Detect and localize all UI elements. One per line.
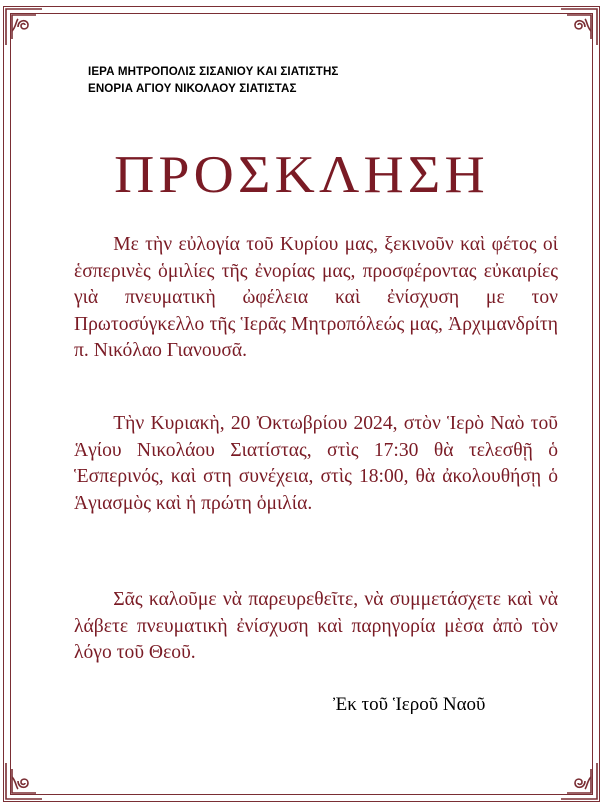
inner-border [10,13,593,795]
metropolis-name: ΙΕΡΑ ΜΗΤΡΟΠΟΛΙΣ ΣΙΣΑΝΙΟΥ ΚΑΙ ΣΙΑΤΙΣΤΗΣ [88,65,339,78]
paragraph-invitation-text: Σᾶς καλοῦμε νὰ παρευρεθεῖτε, νὰ συμμετάσχετε καὶ νὰ λάβετε πνευματικὴ ἐνίσχυση καὶ παρηγορία μὲσα ἀπὸ τὸν λόγο τοῦ Θεοῦ. [74,589,558,663]
signature: Ἐκ τοῦ Ἱεροῦ Ναοῦ [333,694,486,715]
corner-ornament-icon [2,5,48,51]
header [88,63,339,97]
paragraph-invitation [74,587,558,667]
paragraph-intro-text: Με τὴν εὐλογία τοῦ Κυρίου μας, ξεκινοῦν καὶ φέτος οἱ ἑσπερινὲς ὁμιλίες τῆς ἐνορίας μας, προσφέροντας εὐκαιρίες γιὰ πνευματικὴ ὠφέλεια καὶ ἐνίσχυση με τον Πρωτοσύγκελλο τῆς Ἱερᾶς Μητροπόλεώς μας, Ἀρχιμανδρίτη π. Νικόλαο Γιανουσᾶ. [74,234,558,361]
page-title: ΠΡΟΣΚΛΗΣΗ [114,146,489,204]
corner-ornament-icon [555,5,601,51]
paragraph-intro [74,232,558,365]
corner-ornament-icon [2,757,48,803]
paragraph-schedule-text: Τὴν Κυριακὴ, 20 Ὀκτωβρίου 2024, στὸν Ἱερὸ Ναὸ τοῦ Ἁγίου Νικολάου Σιατίστας, στὶς 17:30 θὰ τελεσθῇ ὁ Ἑσπερινός, καὶ στη συνέχεια, στὶς 18:00, θὰ ἀκολουθήσῃ ὁ Ἁγιασμὸς καὶ ἡ πρώτη ὁμιλία. [74,413,558,514]
paragraph-schedule [74,411,558,517]
parish-name: ΕΝΟΡΙΑ ΑΓΙΟΥ ΝΙΚΟΛΑΟΥ ΣΙΑΤΙΣΤΑΣ [88,82,297,95]
corner-ornament-icon [555,757,601,803]
